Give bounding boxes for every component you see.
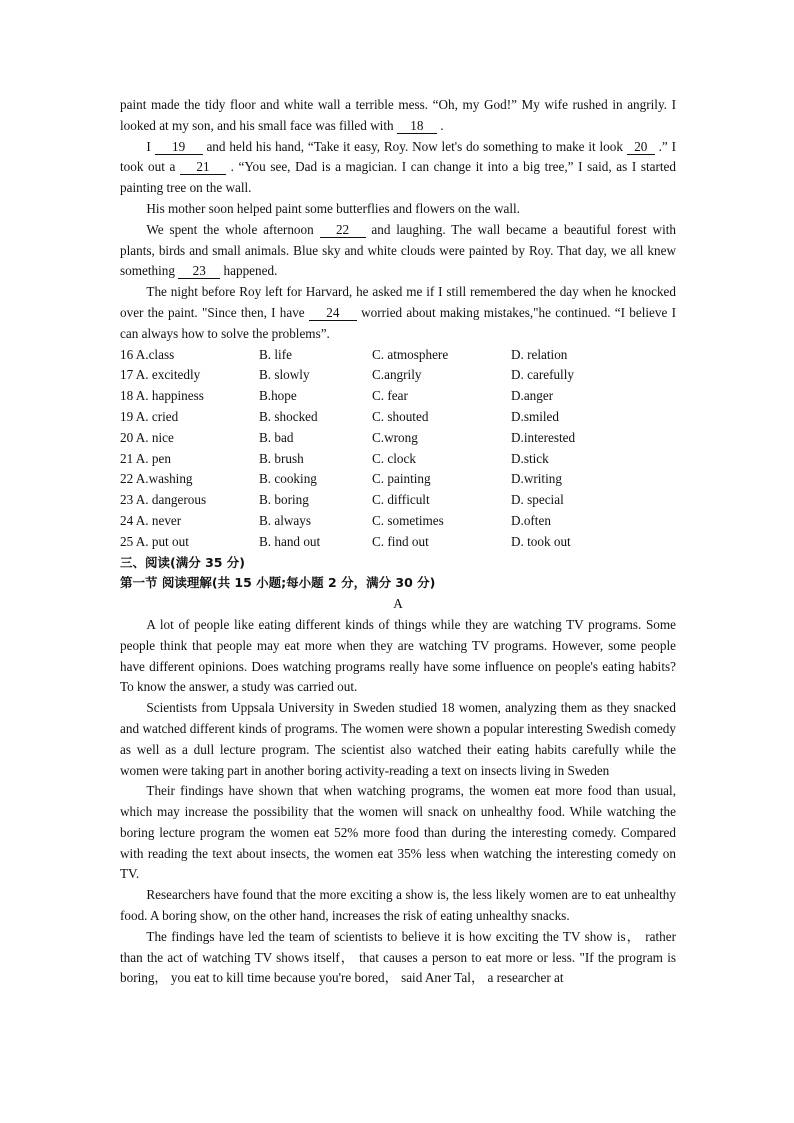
text: We spent the whole afternoon [146, 221, 320, 237]
text: and held his hand, “Take it easy, Roy. Now let's do something to make it look [202, 138, 627, 154]
passage-a-paragraph-2: Scientists from Uppsala University in Sweden studied 18 women, analyzing them as they snacked and watched different kinds of programs. The women were shown a popular interesting Swedish comedy as well as a dull lecture program. The scientist also watched their eating habits carefully while the women were taking part in another boring activity-reading a text on insects living in Sweden [120, 700, 676, 778]
subsection-heading: 第一节 阅读理解(共 15 小题;每小题 2 分，满分 30 分) [120, 575, 436, 591]
option-row [120, 386, 676, 407]
option-cell: B. bad [259, 429, 294, 445]
option-cell: 24 A. never [120, 512, 182, 528]
option-cell: C. atmosphere [372, 346, 449, 362]
text: and laughing. The wall became a beautiful forest with plants, birds and small animals. Blue sky and white clouds were painted by Roy. That day, we all knew something [120, 221, 676, 279]
text: . “You see, Dad is a magician. I can change it into a big tree,” I said, as I started painting tree on the wall. [120, 159, 676, 196]
option-cell: D.anger [511, 388, 554, 404]
text: worried about making mistakes,"he continued. “I believe I can always how to solve the problems”. [120, 304, 676, 341]
option-cell: D.interested [511, 429, 576, 445]
option-row [120, 407, 676, 428]
option-cell: D. relation [511, 346, 568, 362]
option-cell: D. carefully [511, 367, 574, 383]
option-cell: C.wrong [372, 429, 418, 445]
passage-a-paragraph-3: Their findings have shown that when watching programs, the women eat more food than usual, which may increase the possibility that the women will snack on unhealthy food. While watching the boring lecture program the women eat 52% more food than during the interesting comedy. Compared with reading the text about insects, the women eat 35% less when watching the interesting comedy on TV. [120, 783, 676, 882]
option-cell: 18 A. happiness [120, 388, 204, 404]
option-cell: B. shocked [259, 408, 318, 424]
option-cell: B. hand out [259, 533, 321, 549]
option-cell: C. shouted [372, 408, 429, 424]
blank-20: 20 [627, 139, 655, 155]
option-cell: 20 A. nice [120, 429, 174, 445]
option-row [120, 449, 676, 470]
option-cell: C. difficult [372, 492, 430, 508]
option-cell: 23 A. dangerous [120, 492, 207, 508]
section-heading: 三、阅读(满分 35 分) [120, 554, 246, 570]
option-row [120, 532, 676, 553]
option-cell: 22 A.washing [120, 471, 193, 487]
option-cell: B. slowly [259, 367, 310, 383]
option-cell: B. brush [259, 450, 304, 466]
option-cell: C. find out [372, 533, 429, 549]
option-row [120, 511, 676, 532]
option-cell: C.angrily [372, 367, 422, 383]
text: I [146, 138, 155, 154]
passage-a-paragraph-5: The findings have led the team of scientists to believe it is how exciting the TV show is， rather than the act of watching TV shows itself， that causes a person to eat more or less. "If the program is boring， you eat to kill time because you're bored， said Aner Tal， a researcher at [120, 928, 676, 986]
option-cell: D.writing [511, 471, 562, 487]
blank-18: 18 [397, 118, 437, 134]
option-cell: D.smiled [511, 408, 559, 424]
paragraph-5 [120, 282, 676, 344]
option-cell: 16 A.class [120, 346, 175, 362]
option-cell: D. special [511, 492, 564, 508]
option-row [120, 345, 676, 366]
blank-22: 22 [320, 222, 366, 238]
option-cell: 25 A. put out [120, 533, 189, 549]
paragraph-4 [120, 220, 676, 282]
option-cell: 21 A. pen [120, 450, 171, 466]
blank-24: 24 [309, 305, 357, 321]
text: happened. [220, 263, 278, 279]
text: .” I took out a [120, 138, 677, 175]
option-cell: C. clock [372, 450, 416, 466]
paragraph-3: His mother soon helped paint some butterflies and flowers on the wall. [146, 200, 520, 216]
option-cell: B. life [259, 346, 292, 362]
passage-label: A [393, 596, 403, 612]
blank-19: 19 [155, 139, 203, 155]
option-cell: D.stick [511, 450, 549, 466]
option-cell: B. boring [259, 492, 309, 508]
option-row [120, 469, 676, 490]
text: . [436, 117, 444, 133]
option-row [120, 490, 676, 511]
blank-23: 23 [178, 263, 220, 279]
option-cell: B. always [259, 512, 312, 528]
option-cell: 17 A. excitedly [120, 367, 201, 383]
text: paint made the tidy floor and white wall a terrible mess. “Oh, my God!” My wife rushed in angrily. I looked at my son, and his small face was filled with [120, 97, 676, 133]
option-cell: B. cooking [259, 471, 317, 487]
option-cell: B.hope [259, 388, 297, 404]
option-cell: C. painting [372, 471, 431, 487]
passage-a-paragraph-1: A lot of people like eating different kinds of things while they are watching TV programs. Some people think that people may eat more when they are watching TV programs. However, some people have different opinions. Does watching programs really have some influence on people's eating habits? To know the answer, a study was carried out. [120, 616, 676, 695]
passage-a-paragraph-4: Researchers have found that the more exciting a show is, the less likely women are to eat unhealthy food. A boring show, on the other hand, increases the risk of eating unhealthy snacks. [120, 887, 676, 924]
option-row [120, 428, 676, 449]
text: The night before Roy left for Harvard, he asked me if I still remembered the day when he knocked over the paint. "Since then, I have [120, 284, 676, 320]
options-table [120, 345, 676, 553]
blank-21: 21 [180, 159, 226, 175]
option-cell: 19 A. cried [120, 408, 179, 424]
option-cell: D. took out [511, 533, 571, 549]
option-cell: C. fear [372, 388, 408, 404]
paragraph-2 [120, 137, 676, 199]
option-row [120, 365, 676, 386]
option-cell: C. sometimes [372, 512, 444, 528]
paragraph-1 [120, 95, 676, 137]
document-page [120, 95, 676, 989]
option-cell: D.often [511, 512, 551, 528]
